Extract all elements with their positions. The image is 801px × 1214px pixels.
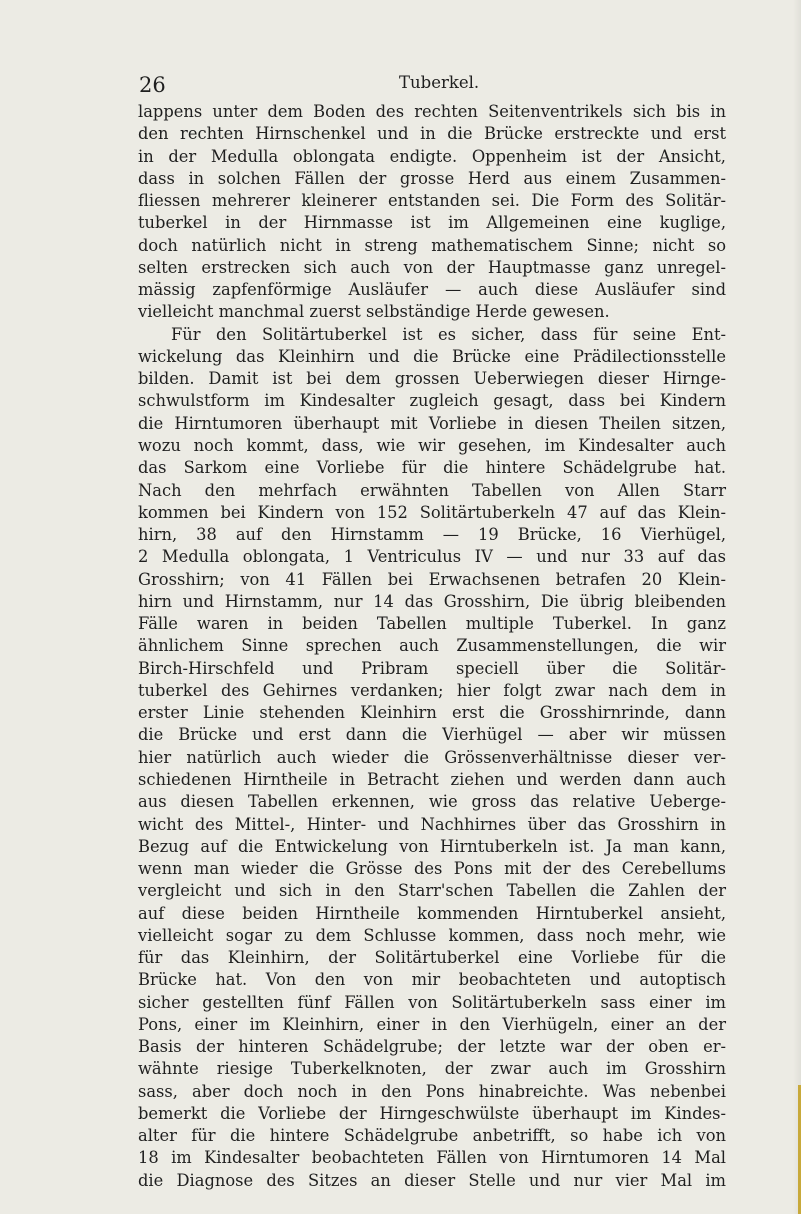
page-edge-shadow	[793, 0, 801, 1214]
text-line: wickelung das Kleinhirn und die Brücke eine Prädilectionsstelle	[138, 346, 726, 366]
text-line: selten erstrecken sich auch von der Hauptmasse ganz unregel-	[138, 257, 726, 277]
text-line: 18 im Kindesalter beobachteten Fällen von Hirntumoren 14 Mal	[138, 1148, 726, 1168]
text-line: wenn man wieder die Grösse des Pons mit der des Cerebellums	[138, 859, 726, 879]
text-line: sass, aber doch noch in den Pons hinabreichte. Was nebenbei	[138, 1081, 726, 1101]
text-line: auf diese beiden Hirntheile kommenden Hirntuberkel ansieht,	[138, 903, 726, 923]
text-line: alter für die hintere Schädelgrube anbetrifft, so habe ich von	[138, 1126, 726, 1146]
text-line: wicht des Mittel-, Hinter- und Nachhirnes über das Grosshirn in	[138, 814, 726, 834]
text-line: Für den Solitärtuberkel ist es sicher, dass für seine Ent-	[171, 324, 726, 344]
text-line: vielleicht manchmal zuerst selbständige Herde gewesen.	[138, 302, 610, 322]
text-line: 2 Medulla oblongata, 1 Ventriculus IV — und nur 33 auf das	[138, 547, 726, 567]
text-line: für das Kleinhirn, der Solitärtuberkel eine Vorliebe für die	[138, 948, 726, 968]
body-text	[138, 101, 726, 1192]
text-line: mässig zapfenförmige Ausläufer — auch diese Ausläufer sind	[138, 280, 726, 300]
text-line: Grosshirn; von 41 Fällen bei Erwachsenen betrafen 20 Klein-	[138, 569, 726, 589]
text-line: Nach den mehrfach erwähnten Tabellen von Allen Starr	[138, 480, 726, 500]
text-line: bilden. Damit ist bei dem grossen Ueberwiegen dieser Hirnge-	[138, 369, 726, 389]
text-line: den rechten Hirnschenkel und in die Brücke erstreckte und erst	[138, 124, 726, 144]
text-line: bemerkt die Vorliebe der Hirngeschwülste überhaupt im Kindes-	[138, 1103, 726, 1123]
text-line: Fälle waren in beiden Tabellen multiple Tuberkel. In ganz	[138, 614, 726, 634]
text-line: erster Linie stehenden Kleinhirn erst die Grosshirnrinde, dann	[138, 703, 726, 723]
text-line: aus diesen Tabellen erkennen, wie gross das relative Ueberge-	[138, 792, 726, 812]
text-line: hirn, 38 auf den Hirnstamm — 19 Brücke, 16 Vierhügel,	[138, 525, 726, 545]
text-line: sicher gestellten fünf Fällen von Solitärtuberkeln sass einer im	[138, 992, 726, 1012]
text-line: lappens unter dem Boden des rechten Seitenventrikels sich bis in	[138, 102, 726, 121]
text-line: die Hirntumoren überhaupt mit Vorliebe in diesen Theilen sitzen,	[138, 413, 726, 433]
text-line: die Brücke und erst dann die Vierhügel — aber wir müssen	[138, 725, 726, 745]
text-line: schwulstform im Kindesalter zugleich gesagt, dass bei Kindern	[138, 391, 726, 411]
text-line: ähnlichem Sinne sprechen auch Zusammenstellungen, die wir	[138, 636, 726, 656]
text-line: fliessen mehrerer kleinerer entstanden sei. Die Form des Solitär-	[138, 191, 726, 211]
running-head: Tuberkel.	[399, 73, 480, 92]
text-line: Basis der hinteren Schädelgrube; der letzte war der oben er-	[138, 1037, 726, 1057]
text-line: kommen bei Kindern von 152 Solitärtuberkeln 47 auf das Klein-	[138, 502, 726, 522]
text-line: tuberkel in der Hirnmasse ist im Allgemeinen eine kuglige,	[138, 213, 726, 233]
text-line: vielleicht sogar zu dem Schlusse kommen, dass noch mehr, wie	[138, 925, 726, 945]
text-line: Bezug auf die Entwickelung von Hirntuberkeln ist. Ja man kann,	[138, 836, 726, 856]
text-line: wozu noch kommt, dass, wie wir gesehen, im Kindesalter auch	[138, 435, 726, 455]
text-line: doch natürlich nicht in streng mathematischem Sinne; nicht so	[138, 235, 726, 255]
page-number: 26	[139, 73, 166, 97]
text-line: Brücke hat. Von den von mir beobachteten und autoptisch	[138, 970, 726, 990]
text-line: Birch-Hirschfeld und Pribram speciell über die Solitär-	[138, 658, 726, 678]
text-line: hirn und Hirnstamm, nur 14 das Grosshirn, Die übrig bleibenden	[138, 591, 726, 611]
text-line: vergleicht und sich in den Starr'schen Tabellen die Zahlen der	[138, 881, 726, 901]
text-line: die Diagnose des Sitzes an dieser Stelle und nur vier Mal im	[138, 1170, 726, 1190]
text-line: in der Medulla oblongata endigte. Oppenheim ist der Ansicht,	[138, 146, 726, 166]
text-line: dass in solchen Fällen der grosse Herd aus einem Zusammen-	[138, 168, 726, 188]
text-line: wähnte riesige Tuberkelknoten, der zwar auch im Grosshirn	[138, 1059, 726, 1079]
text-line: das Sarkom eine Vorliebe für die hintere Schädelgrube hat.	[138, 458, 726, 478]
text-line: schiedenen Hirntheile in Betracht ziehen und werden dann auch	[138, 769, 726, 789]
text-line: hier natürlich auch wieder die Grössenverhältnisse dieser ver-	[138, 747, 726, 767]
text-line: tuberkel des Gehirnes verdanken; hier folgt zwar nach dem in	[138, 680, 726, 700]
text-line: Pons, einer im Kleinhirn, einer in den Vierhügeln, einer an der	[138, 1014, 726, 1034]
